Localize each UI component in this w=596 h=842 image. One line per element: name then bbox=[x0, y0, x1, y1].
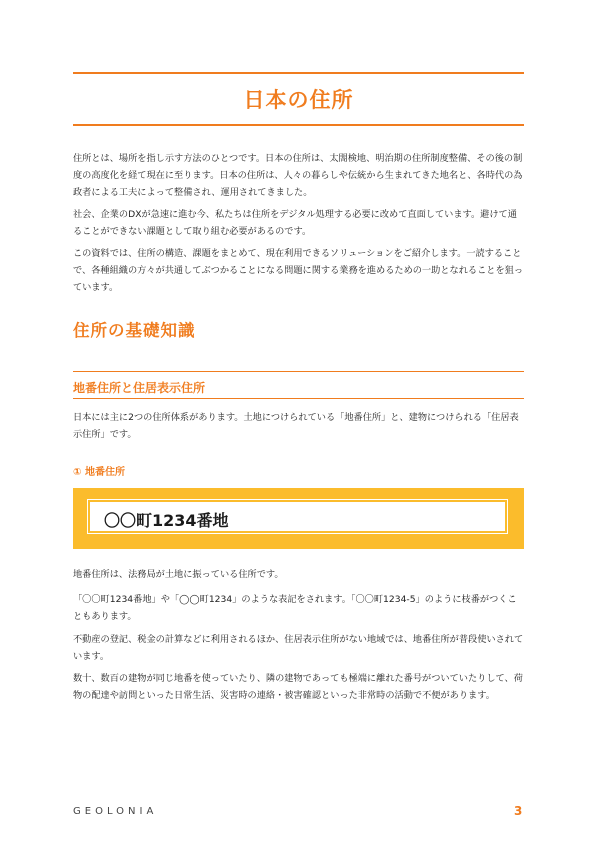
section-heading: 住所の基礎知識 bbox=[73, 321, 196, 340]
title-top-rule bbox=[73, 72, 524, 74]
example-address: 〇〇町1234番地 bbox=[104, 511, 229, 530]
subheading-top-rule bbox=[73, 371, 524, 372]
subheading: 地番住所と住居表示住所 bbox=[73, 381, 206, 395]
page-title: 日本の住所 bbox=[243, 88, 354, 112]
geolonia-logo: GEOLONIA bbox=[73, 806, 158, 817]
body-paragraph-2: 「〇〇町1234番地」や「◯◯町1234」のような表記をされます。「〇〇町1234-5」のように枝番がつくこともあります。 bbox=[73, 594, 517, 622]
subheading-bottom-rule bbox=[73, 398, 524, 399]
example-banner bbox=[73, 488, 524, 549]
title-bottom-rule bbox=[73, 124, 524, 126]
example-box bbox=[88, 500, 507, 533]
item-heading: ① 地番住所 bbox=[73, 467, 125, 478]
body-paragraph-3: 不動産の登記、税金の計算などに利用されるほか、住居表示住所がない地域では、地番住所が普段使いされています。 bbox=[73, 634, 524, 662]
body-paragraph-4: 数十、数百の建物が同じ地番を使っていたり、隣の建物であっても極端に離れた番号がついていたりして、荷物の配達や訪問といった日常生活、災害時の連絡・被害確認といった非常時の活動で不便があります。 bbox=[73, 673, 523, 701]
body-paragraph-1: 地番住所は、法務局が土地に振っている住所です。 bbox=[73, 569, 284, 580]
section-paragraph: 日本には主に2つの住所体系があります。土地につけられている「地番住所」と、建物につけられる「住居表示住所」です。 bbox=[73, 412, 519, 440]
intro-paragraph-2: 社会、企業のDXが急速に進む今、私たちは住所をデジタル処理する必要に改めて直面しています。避けて通ることができない課題として取り組む必要があるのです。 bbox=[73, 209, 517, 237]
page-number: 3 bbox=[514, 804, 523, 818]
intro-paragraph-1: 住所とは、場所を指し示す方法のひとつです。日本の住所は、太閤検地、明治期の住所制度整備、その後の制度の高度化を経て現在に至ります。日本の住所は、人々の暮らしや伝統から生まれてきた地名と、各時代の為政者による工夫によって整備され、運用されてきました。 bbox=[73, 153, 523, 198]
intro-paragraph-3: この資料では、住所の構造、課題をまとめて、現在利用できるソリューションをご紹介します。一読することで、各種組織の方々が共通してぶつかることになる問題に関する業務を進めるための一助となれることを狙っています。 bbox=[73, 248, 524, 293]
